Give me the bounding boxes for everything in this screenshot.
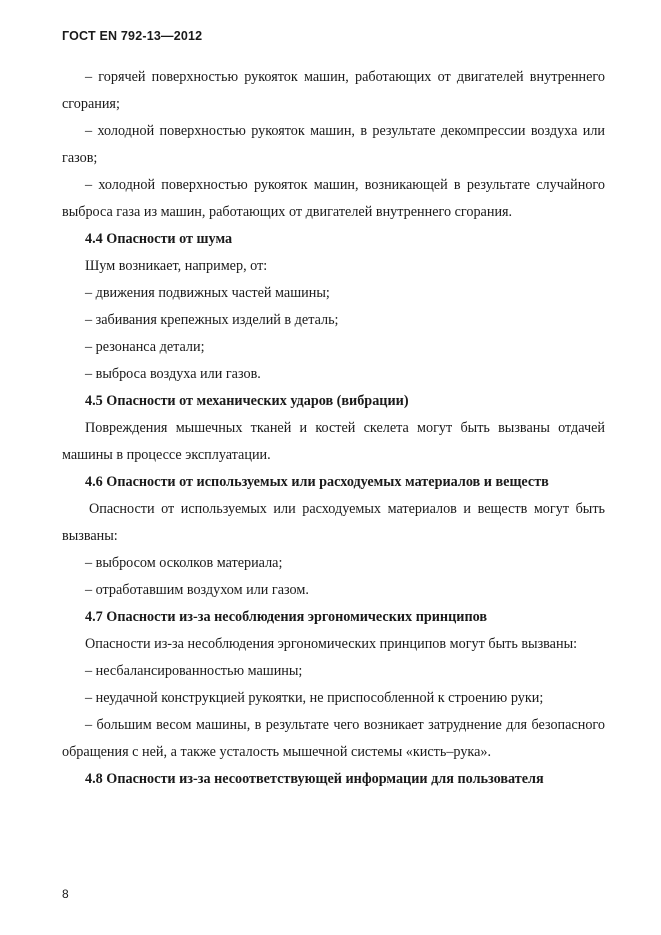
list-item: – холодной поверхностью рукояток машин, возникающей в результате случайного выброса газа из машин, работающих от двигателей внутреннего сгорания.: [62, 177, 605, 220]
list-item: – отработавшим воздухом или газом.: [85, 582, 309, 598]
paragraph: Шум возникает, например, от:: [85, 258, 268, 274]
section-heading: 4.7 Опасности из-за несоблюдения эргономических принципов: [85, 609, 488, 625]
list-item: – холодной поверхностью рукояток машин, в результате декомпрессии воздуха или газов;: [62, 123, 605, 166]
list-item: – большим весом машины, в результате чего возникает затруднение для безопасного обращения с ней, а также усталость мышечной системы «кисть–рука».: [62, 717, 605, 760]
list-item: – несбалансированностью машины;: [85, 663, 303, 679]
section-heading: 4.8 Опасности из-за несоответствующей информации для пользователя: [85, 771, 544, 787]
paragraph: Повреждения мышечных тканей и костей скелета могут быть вызваны отдачей машины в процессе эксплуатации.: [62, 420, 605, 463]
list-item: – забивания крепежных изделий в деталь;: [85, 312, 339, 328]
list-item: – выбросом осколков материала;: [85, 555, 283, 571]
document-body: [62, 64, 605, 793]
list-item: – резонанса детали;: [85, 339, 205, 355]
section-heading: 4.6 Опасности от используемых или расходуемых материалов и веществ: [85, 474, 549, 490]
paragraph: Опасности из-за несоблюдения эргономических принципов могут быть вызваны:: [85, 636, 578, 652]
paragraph: Опасности от используемых или расходуемых материалов и веществ могут быть вызваны:: [62, 501, 605, 544]
list-item: – движения подвижных частей машины;: [85, 285, 330, 301]
section-heading: 4.5 Опасности от механических ударов (вибрации): [85, 393, 409, 409]
list-item: – выброса воздуха или газов.: [85, 366, 261, 382]
list-item: – горячей поверхностью рукояток машин, работающих от двигателей внутреннего сгорания;: [62, 69, 605, 112]
section-heading: 4.4 Опасности от шума: [85, 231, 233, 247]
document-header: ГОСТ EN 792-13—2012: [62, 29, 203, 43]
page-number: 8: [62, 887, 69, 901]
list-item: – неудачной конструкцией рукоятки, не приспособленной к строению руки;: [85, 690, 544, 706]
